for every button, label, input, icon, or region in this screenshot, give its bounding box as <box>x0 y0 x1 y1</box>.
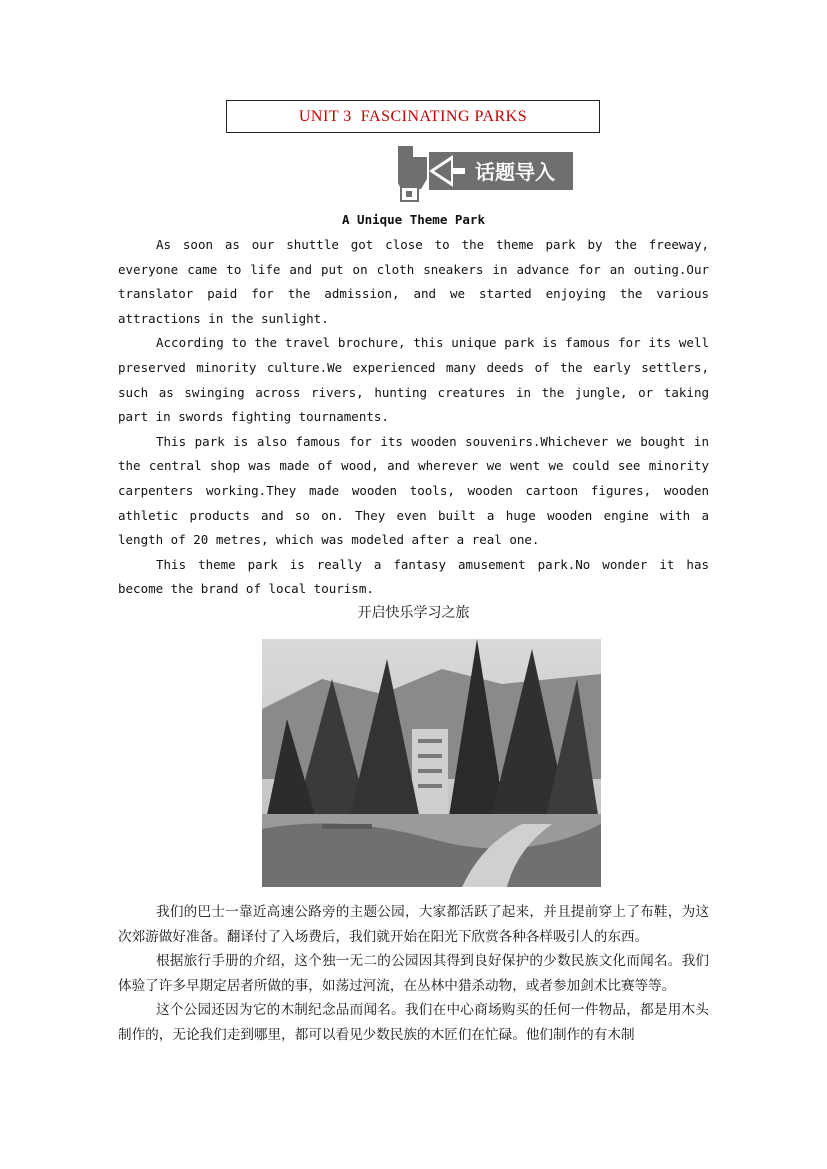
chinese-translation <box>118 900 709 1048</box>
english-article <box>118 233 709 602</box>
badge-label: 话题导入 <box>475 160 555 184</box>
english-paragraph-3: This park is also famous for its wooden souvenirs.Whichever we bought in the central shop was made of wood, and wherever we went we could see minority carpenters working.They made wooden tools, wooden cartoon figures, wooden athletic products and so on. They even built a huge wooden engine with a length of 20 metres, which was modeled after a real one. <box>118 433 709 548</box>
article-title: A Unique Theme Park <box>342 212 485 227</box>
english-paragraph-4: This theme park is really a fantasy amusement park.No wonder it has become the brand of local tourism. <box>118 556 709 597</box>
english-paragraph-2: According to the travel brochure, this unique park is famous for its well preserved minority culture.We experienced many deeds of the early settlers, such as swinging across rivers, hunting creatures in the jungle, or taking part in swords fighting tournaments. <box>118 335 709 425</box>
topic-intro-badge <box>393 143 575 203</box>
park-photo <box>262 639 601 887</box>
english-paragraph-1: As soon as our shuttle got close to the theme park by the freeway, everyone came to life and put on cloth sneakers in advance for an outing.Our translator paid for the admission, and we started enjoying the various attractions in the sunlight. <box>118 237 709 326</box>
chinese-paragraph-1: 我们的巴士一靠近高速公路旁的主题公园，大家都活跃了起来，并且提前穿上了布鞋，为这次郊游做好准备。翻译付了入场费后，我们就开始在阳光下欣赏各种各样吸引人的东西。 <box>118 904 709 945</box>
translation-subtitle: 开启快乐学习之旅 <box>357 605 470 621</box>
unit-title-box <box>226 100 600 133</box>
pointing-hand-icon <box>398 146 427 201</box>
chinese-paragraph-3: 这个公园还因为它的木制纪念品而闻名。我们在中心商场购买的任何一件物品，都是用木头制作的，无论我们走到哪里，都可以看见少数民族的木匠们在忙碌。他们制作的有木制 <box>118 1002 709 1043</box>
unit-title: UNIT 3 FASCINATING PARKS <box>298 107 528 125</box>
chinese-paragraph-2: 根据旅行手册的介绍，这个独一无二的公园因其得到良好保护的少数民族文化而闻名。我们体验了许多早期定居者所做的事，如荡过河流，在丛林中猎杀动物，或者参加剑术比赛等等。 <box>118 953 709 994</box>
